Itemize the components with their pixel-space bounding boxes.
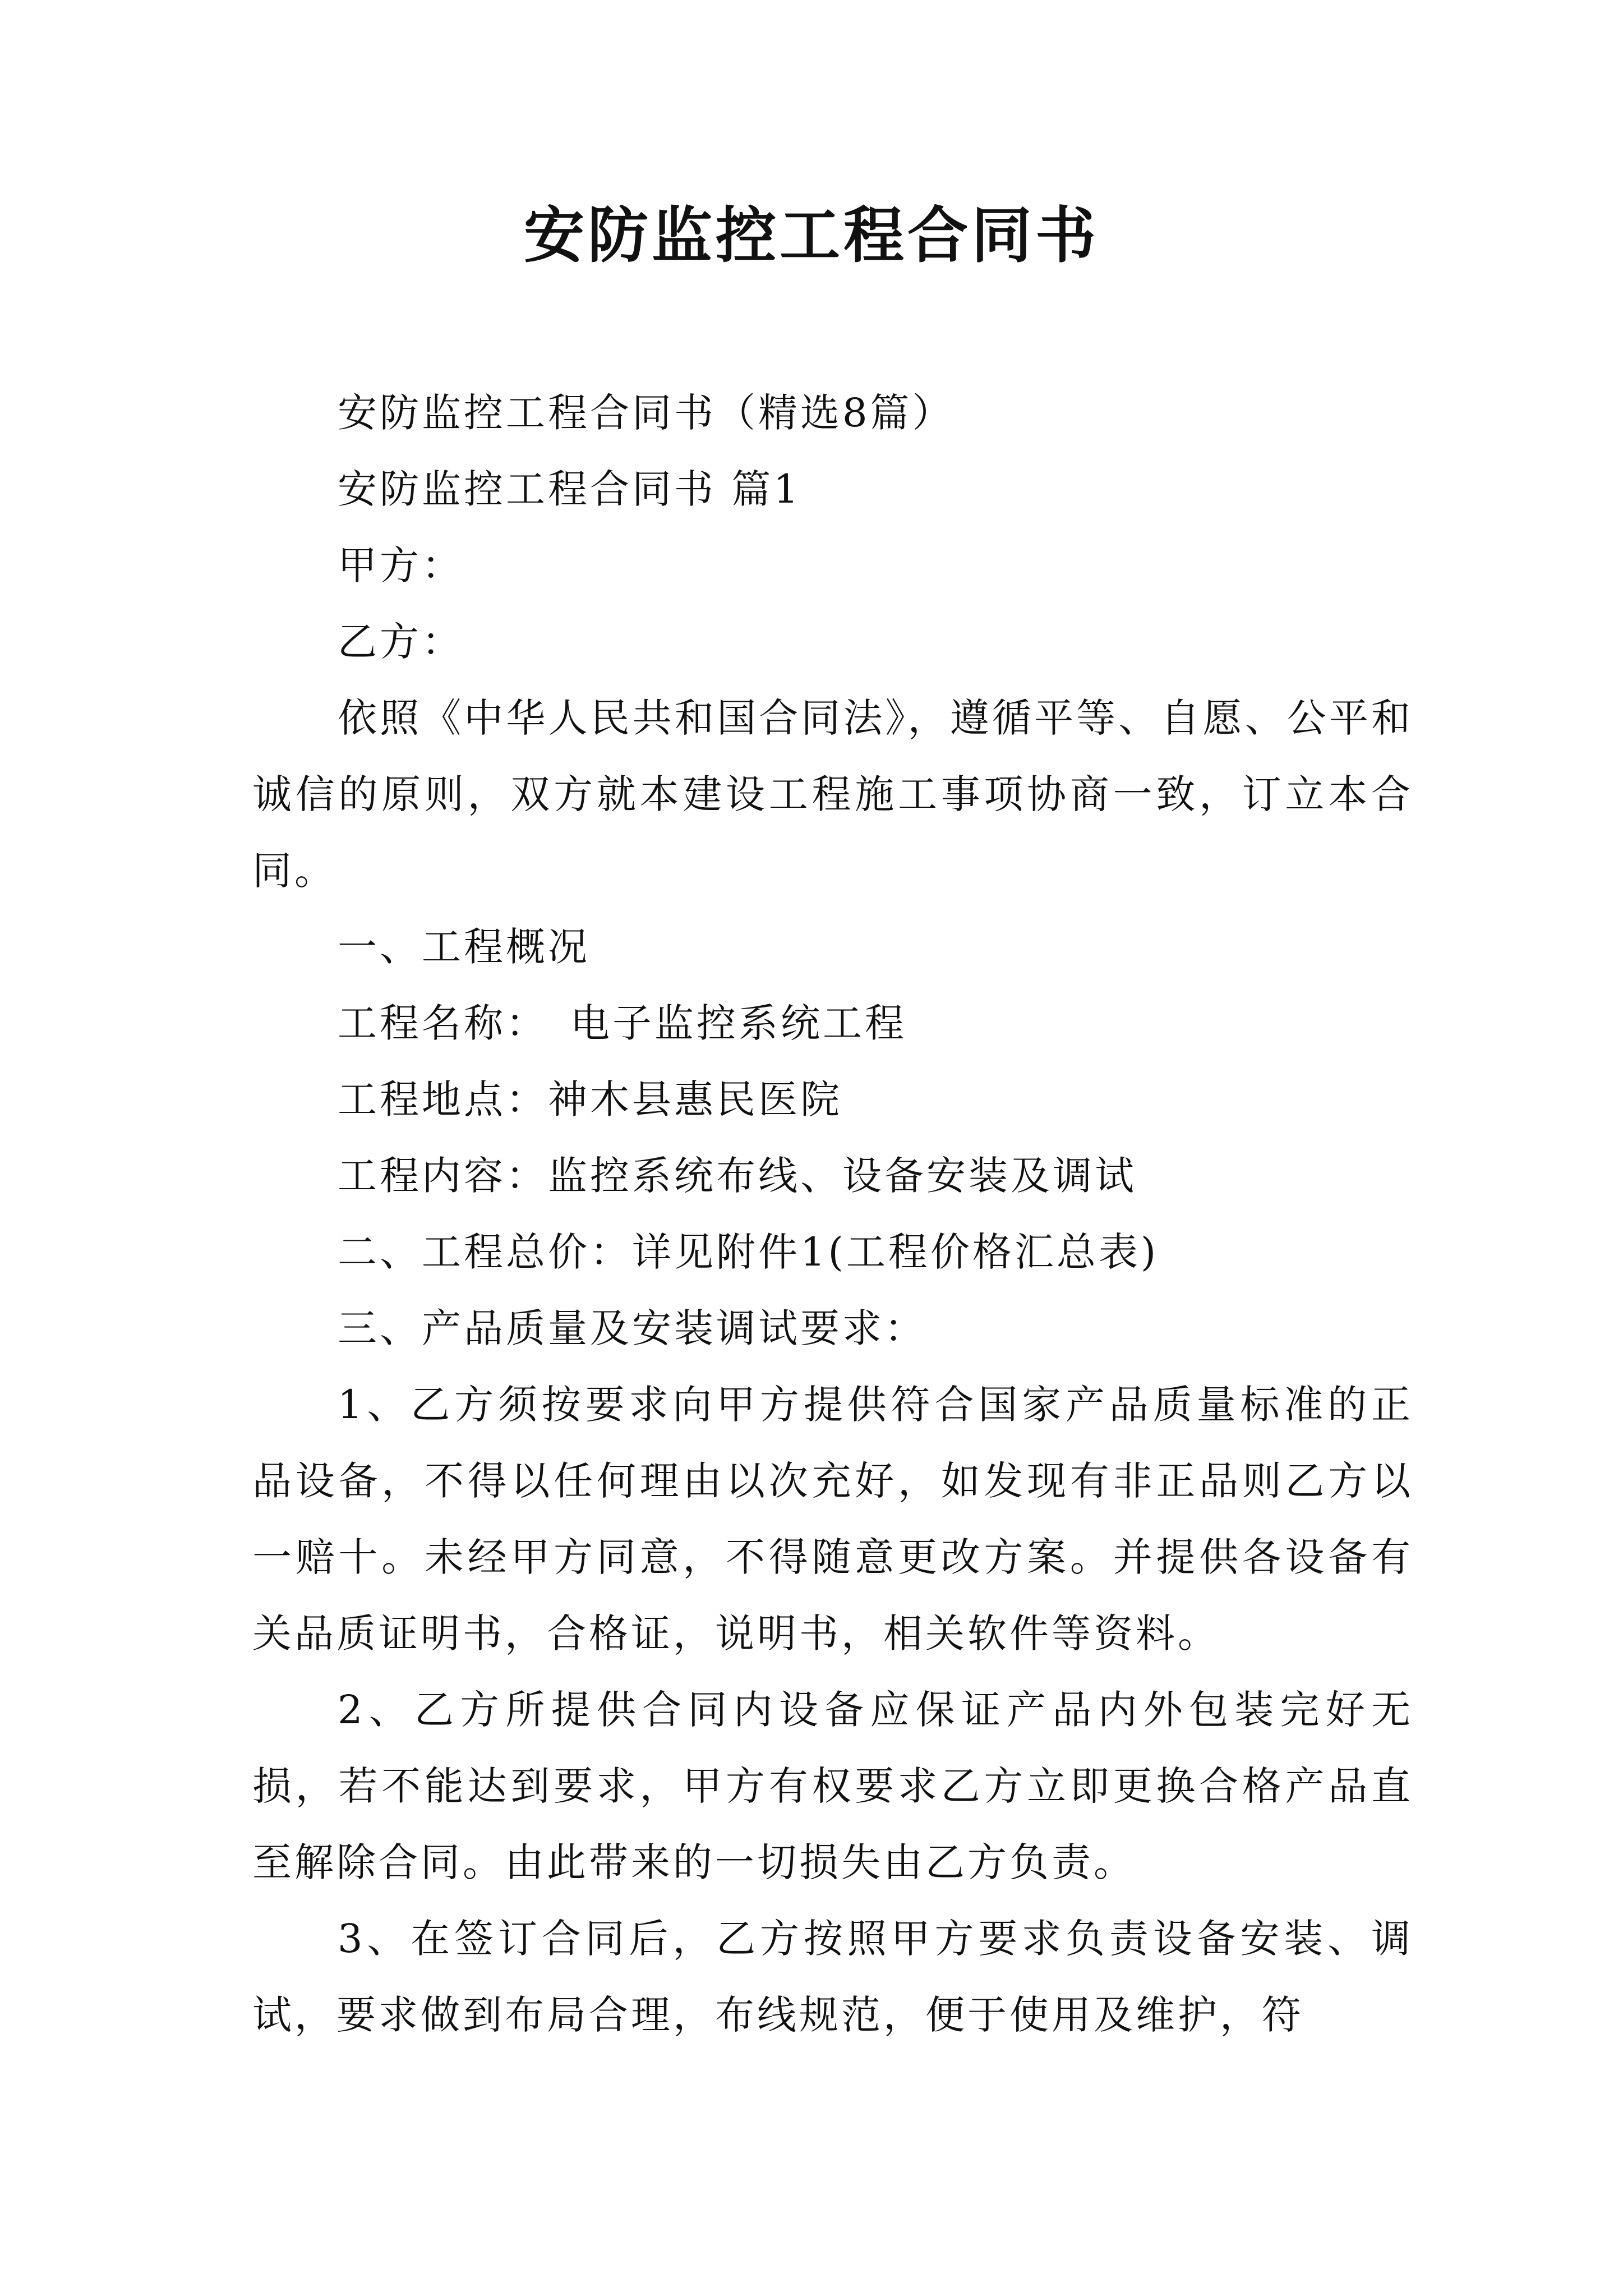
- document-title: 安防监控工程合同书: [523, 200, 1099, 271]
- paragraph-clause-3: 3、在签订合同后，乙方按照甲方要求负责设备安装、调试，要求做到布局合理，布线规范，便于使用及维护，符: [252, 1916, 1413, 2038]
- paragraph-project-location: 工程地点：神木县惠民医院: [338, 1076, 842, 1122]
- paragraph-heading-quality: 三、产品质量及安装调试要求：: [338, 1305, 926, 1351]
- paragraph-party-b: 乙方：: [338, 619, 464, 665]
- paragraph-total-price: 二、工程总价：详见附件1(工程价格汇总表): [338, 1229, 1159, 1275]
- paragraph-project-content: 工程内容：监控系统布线、设备安装及调试: [338, 1153, 1137, 1199]
- document-body: [252, 375, 1413, 2053]
- paragraph-clause-2: 2、乙方所提供合同内设备应保证产品内外包装完好无损，若不能达到要求，甲方有权要求乙方立即更换合格产品直至解除合同。由此带来的一切损失由乙方负责。: [252, 1687, 1413, 1885]
- paragraph-clause-1: 1、乙方须按要求向甲方提供符合国家产品质量标准的正品设备，不得以任何理由以次充好，如发现有非正品则乙方以一赔十。未经甲方同意，不得随意更改方案。并提供各设备有关品质证明书，合格证，说明书，相关软件等资料。: [252, 1382, 1413, 1657]
- paragraph-section-heading: 安防监控工程合同书 篇1: [338, 466, 801, 512]
- paragraph-heading-overview: 一、工程概况: [338, 924, 590, 970]
- paragraph-preamble: 依照《中华人民共和国合同法》，遵循平等、自愿、公平和诚信的原则，双方就本建设工程施工事项协商一致，订立本合同。: [252, 695, 1413, 894]
- paragraph-project-name: 工程名称： 电子监控系统工程: [338, 1000, 907, 1046]
- paragraph-subtitle: 安防监控工程合同书（精选8篇）: [338, 390, 955, 436]
- paragraph-party-a: 甲方：: [338, 542, 464, 588]
